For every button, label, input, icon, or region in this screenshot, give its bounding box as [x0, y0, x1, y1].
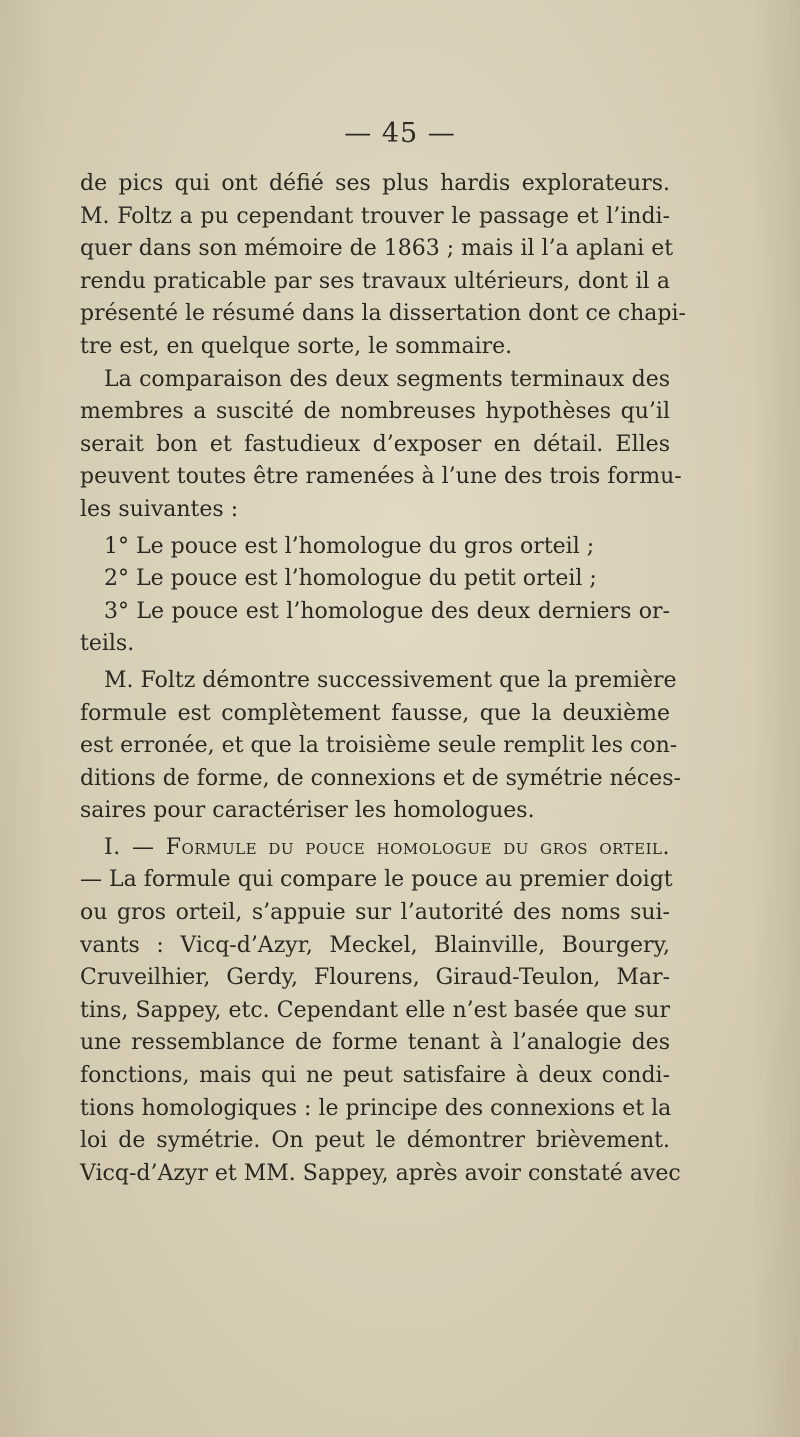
text-line: teils. — [80, 631, 135, 657]
text-line: Vicq-d’Azyr et MM. Sappey, après avoir constaté avec — [80, 1160, 681, 1186]
text-line: rendu praticable par ses travaux ultérieurs, dont il a — [80, 268, 670, 294]
body-text — [80, 168, 686, 1190]
text-line: les suivantes : — [80, 496, 239, 522]
text-line: tre est, en quelque sorte, le sommaire. — [80, 333, 513, 359]
list-item: 3° Le pouce est l’homologue des deux derniers or- — [104, 598, 670, 624]
text-line: ou gros orteil, s’appuie sur l’autorité des noms sui- — [80, 900, 670, 926]
text-line: fonctions, mais qui ne peut satisfaire à deux condi- — [80, 1063, 670, 1089]
page-number: — 45 — — [344, 118, 456, 149]
text-line: La comparaison des deux segments terminaux des — [104, 366, 670, 392]
list-item: 2° Le pouce est l’homologue du petit orteil ; — [104, 566, 597, 592]
text-line: saires pour caractériser les homologues. — [80, 798, 535, 824]
text-line: de pics qui ont défié ses plus hardis explorateurs. — [80, 171, 670, 196]
text-line: — La formule qui compare le pouce au premier doigt — [80, 867, 673, 893]
text-line: M. Foltz a pu cependant trouver le passage et l’indi- — [80, 203, 670, 229]
text-line: est erronée, et que la troisième seule remplit les con- — [80, 733, 678, 759]
text-line: loi de symétrie. On peut le démontrer brièvement. — [80, 1128, 670, 1154]
text-line: présenté le résumé dans la dissertation dont ce chapi- — [80, 301, 686, 327]
text-line: vants : Vicq-d’Azyr, Meckel, Blainville, Bourgery, — [80, 932, 670, 958]
text-line: membres a suscité de nombreuses hypothèses qu’il — [80, 399, 670, 425]
section-heading: I. — Formule du pouce homologue du gros orteil. — [104, 834, 670, 860]
text-line: tions homologiques : le principe des connexions et la — [80, 1095, 672, 1121]
text-line: formule est complètement fausse, que la deuxième — [80, 700, 670, 726]
text-line: quer dans son mémoire de 1863 ; mais il l’a aplani et — [80, 236, 674, 262]
text-line: tins, Sappey, etc. Cependant elle n’est basée que sur — [80, 997, 670, 1023]
text-line: ditions de forme, de connexions et de symétrie néces- — [80, 765, 681, 791]
text-line: une ressemblance de forme tenant à l’analogie des — [80, 1030, 670, 1056]
text-line: Cruveilhier, Gerdy, Flourens, Giraud-Teulon, Mar- — [80, 965, 670, 991]
text-line: M. Foltz démontre successivement que la première — [104, 667, 677, 693]
list-item: 1° Le pouce est l’homologue du gros orteil ; — [104, 533, 595, 559]
text-line: peuvent toutes être ramenées à l’une des trois formu- — [80, 464, 682, 490]
text-line: serait bon et fastudieux d’exposer en détail. Elles — [80, 431, 670, 457]
